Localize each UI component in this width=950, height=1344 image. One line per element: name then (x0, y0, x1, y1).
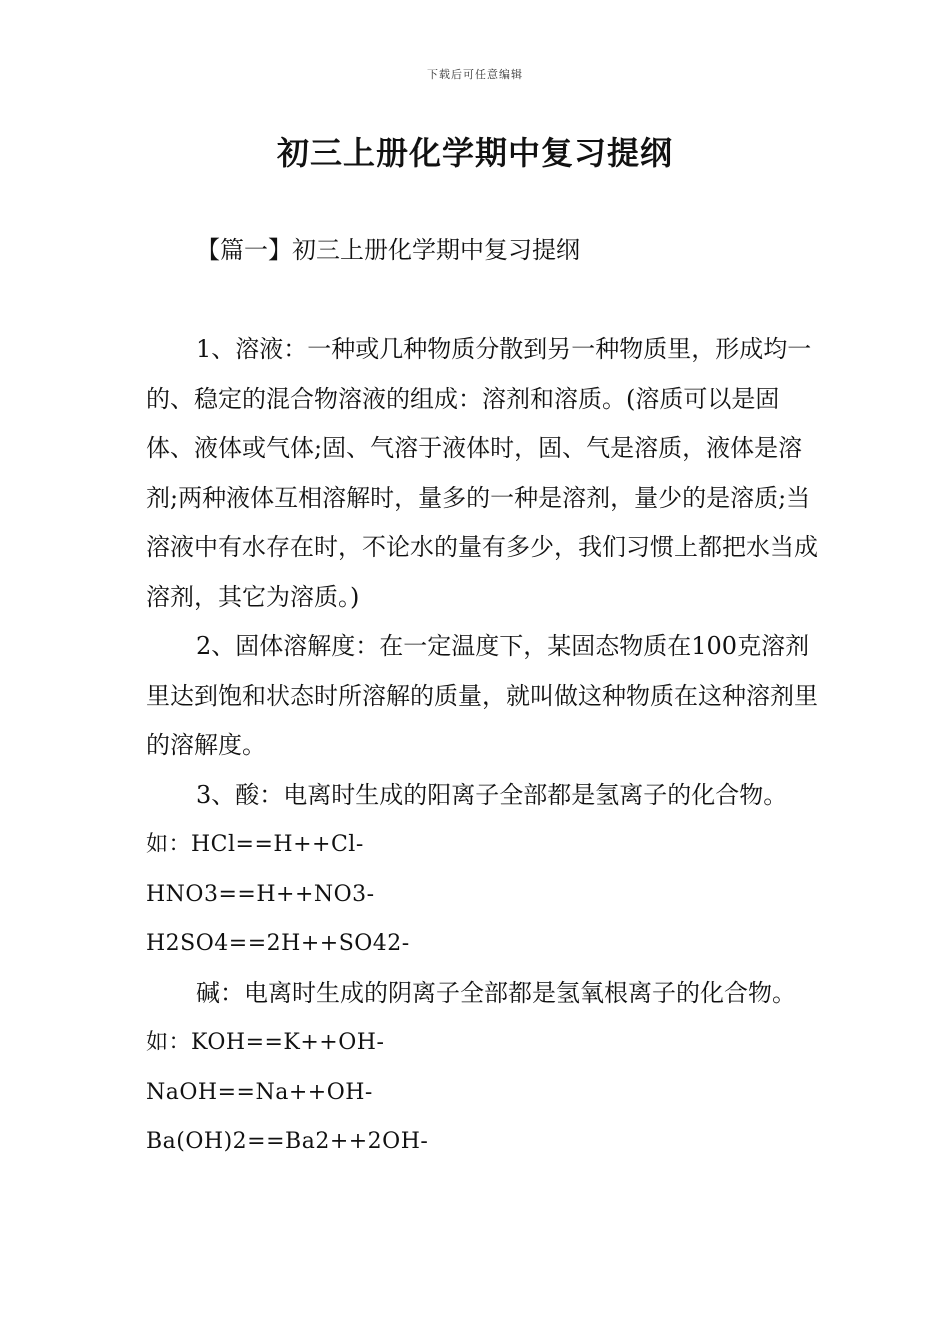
document-title: 初三上册化学期中复习提纲 (276, 134, 673, 172)
acid-equation-hno3: HNO3==H++NO3- (146, 881, 375, 907)
paragraph-solubility-definition: 2、固体溶解度：在一定温度下，某固态物质在100克溶剂里达到饱和状态时所溶解的质量，就叫做这种物质在这种溶剂里的溶解度。 (146, 632, 818, 759)
paragraph-solution-definition: 1、溶液：一种或几种物质分散到另一种物质里，形成均一的、稳定的混合物溶液的组成：溶剂和溶质。(溶质可以是固体、液体或气体;固、气溶于液体时，固、气是溶质，液体是溶剂;两种液体互相溶解时，量多的一种是溶剂，量少的是溶质;当溶液中有水存在时，不论水的量有多少，我们习惯上都把水当成溶剂，其它为溶质。) (146, 335, 818, 611)
acid-equation-hcl: 如：HCl==H++Cl- (146, 832, 364, 857)
section-heading: 【篇一】初三上册化学期中复习提纲 (196, 236, 580, 264)
page-header-note: 下载后可任意编辑 (427, 68, 523, 81)
base-equation-naoh: NaOH==Na++OH- (146, 1079, 373, 1105)
document-body (146, 325, 826, 1167)
paragraph-base-definition: 碱：电离时生成的阴离子全部都是氢氧根离子的化合物。 (196, 978, 796, 1007)
paragraph-acid-definition: 3、酸：电离时生成的阳离子全部都是氢离子的化合物。 (196, 780, 788, 809)
base-equation-koh: 如：KOH==K++OH- (146, 1030, 385, 1055)
base-equation-baoh2: Ba(OH)2==Ba2++2OH- (146, 1129, 429, 1154)
acid-equation-h2so4: H2SO4==2H++SO42- (146, 931, 410, 956)
